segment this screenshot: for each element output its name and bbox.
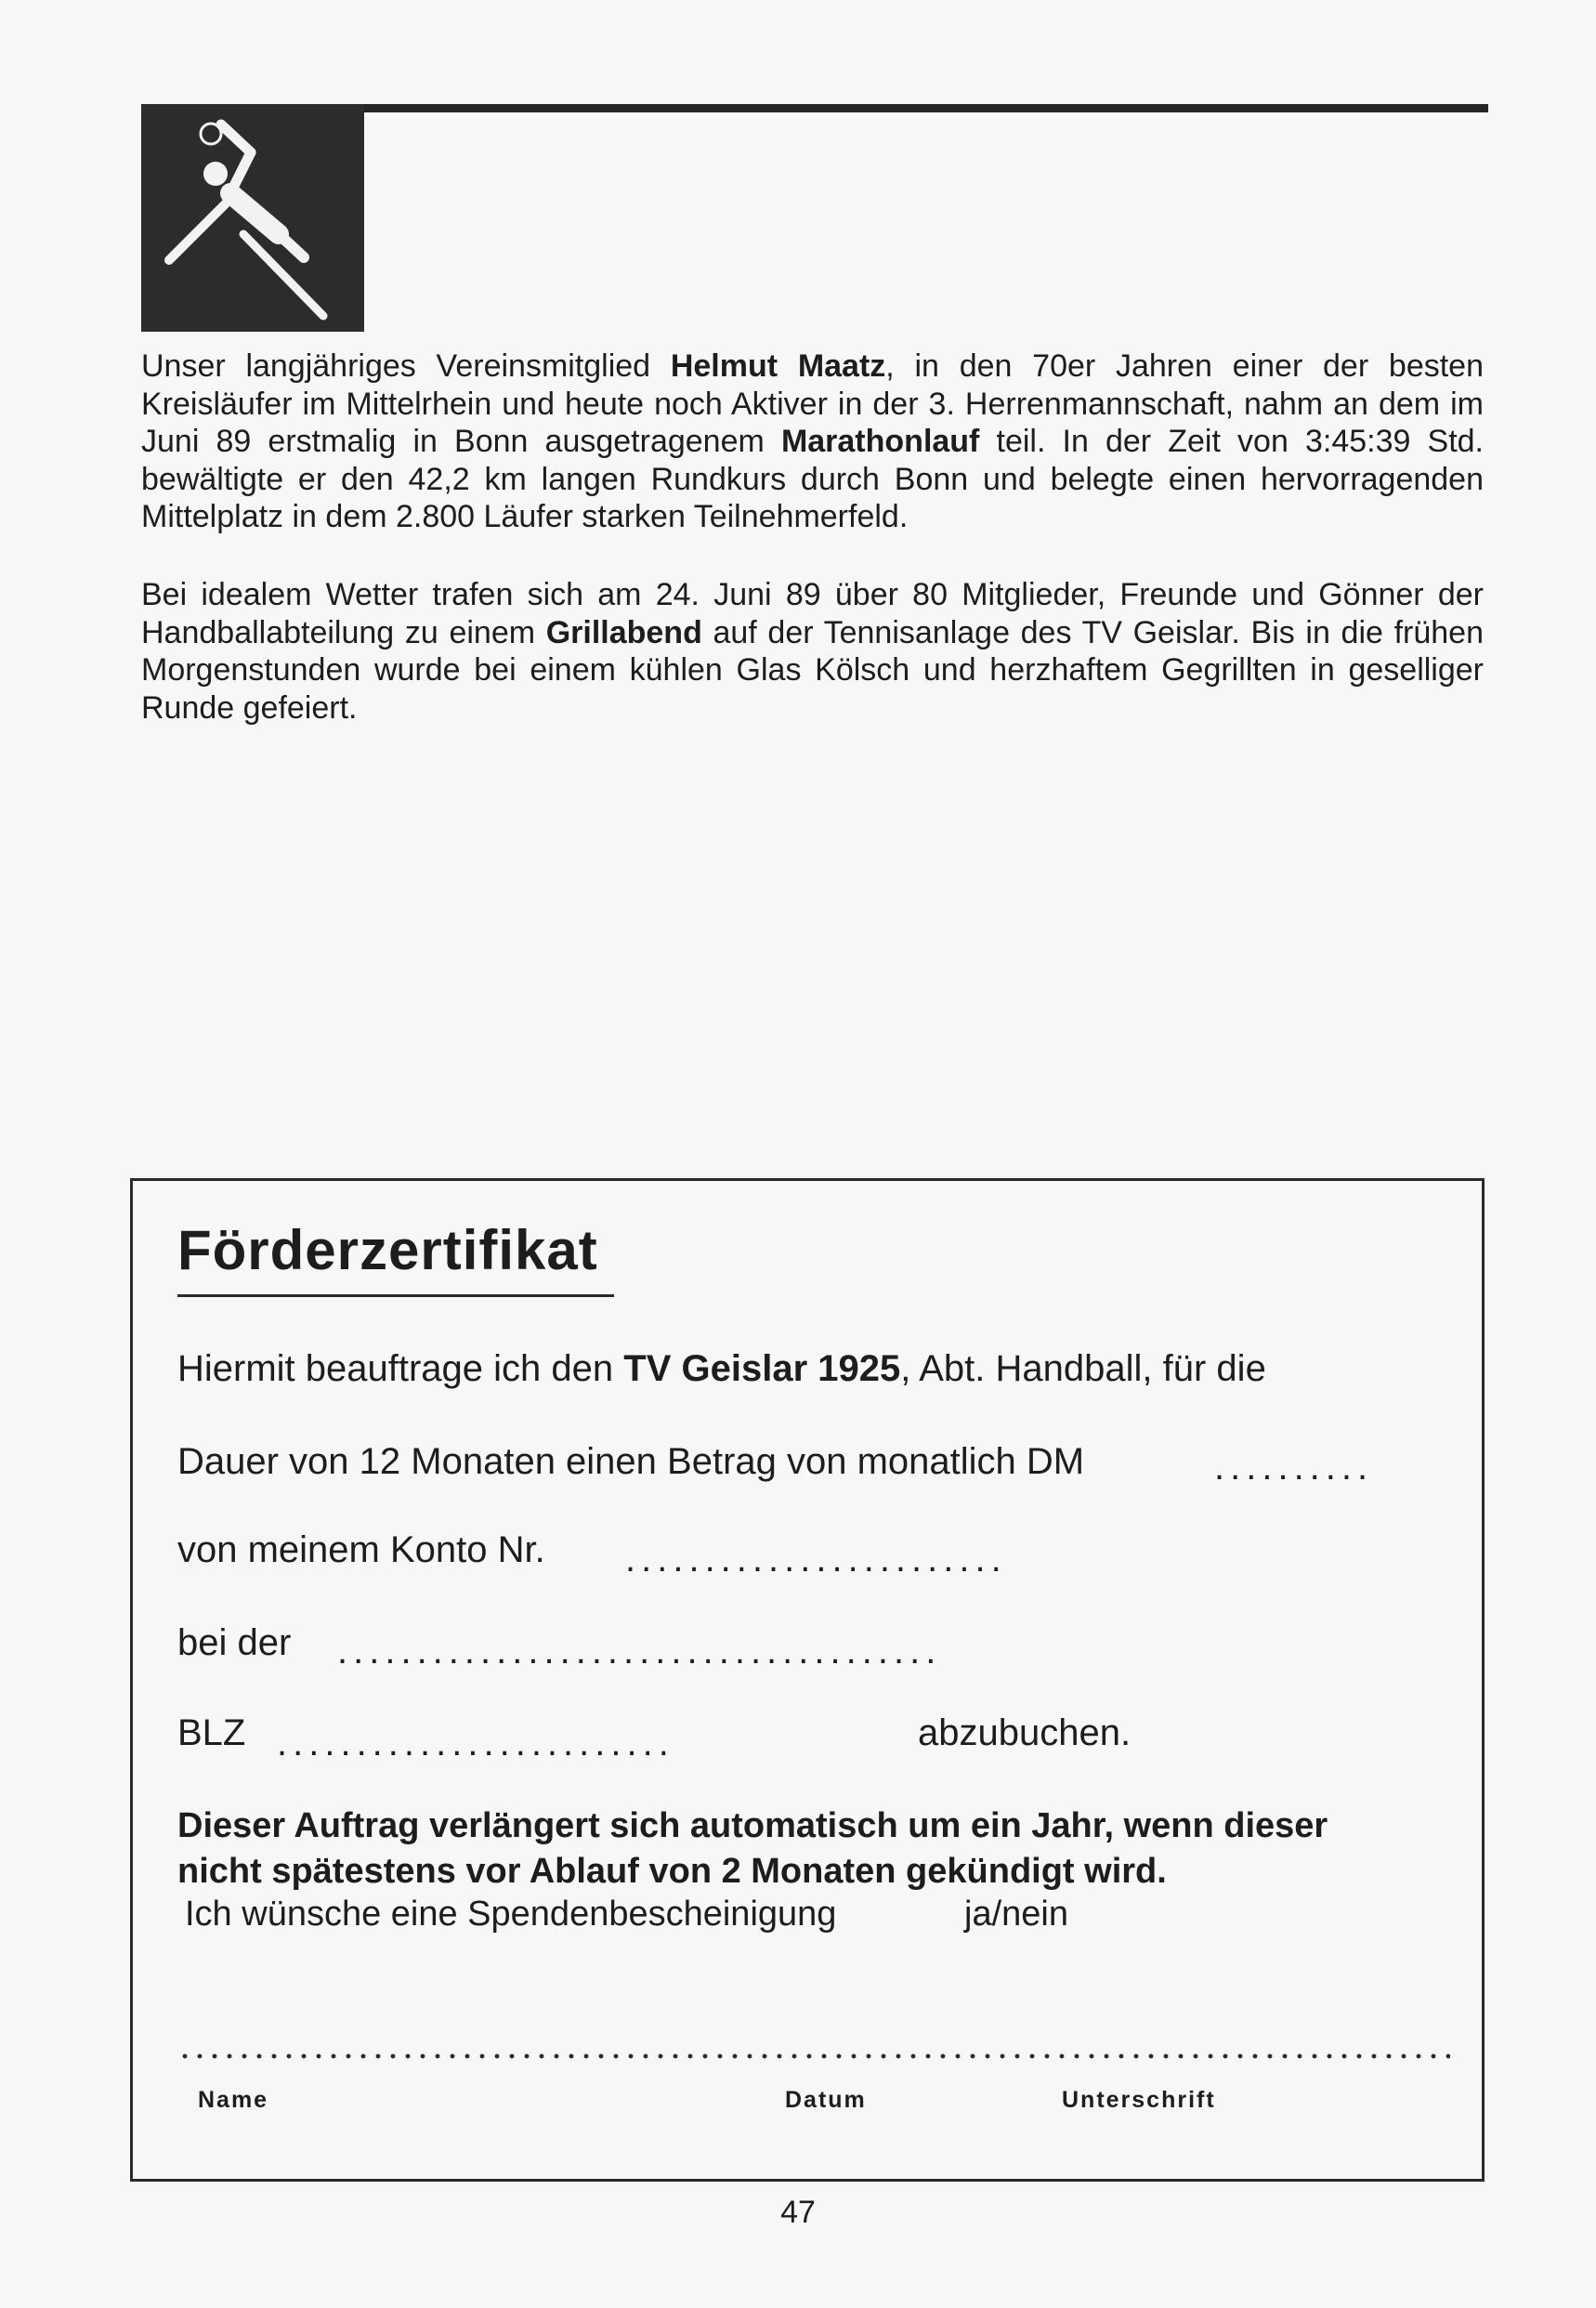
person-name: Helmut Maatz [670,348,886,384]
mandate-line [177,1348,1266,1390]
page-number: 47 [780,2195,816,2230]
handball-player-svg [141,104,364,332]
p2-text-b: auf der Tennisanlage des TV Geislar. Bis in die frühen Morgenstunden wurde bei einem kühlen Glas Kölsch und herzhaftem Gegrillten in geselliger Runde gefeiert. [141,614,1484,726]
donation-certificate-form [130,1178,1485,2182]
amount-field[interactable]: .......... [1214,1447,1374,1488]
p1-text-c: teil. In der Zeit von 3:45:39 Std. bewältigte er den 42,2 km langen Rundkurs durch Bonn und belegte einen hervorragenden Mittelplatz in dem 2.800 Läufer starken Teilnehmerfeld. [141,424,1484,534]
debit-label: abzubuchen. [918,1712,1132,1753]
name-label: Name [198,2087,269,2113]
article-grillabend [141,576,1484,727]
title-underline [177,1294,614,1297]
mandate-text-a: Hiermit beauftrage ich den [177,1348,624,1389]
account-label: von meinem Konto Nr. [177,1529,545,1570]
blz-field[interactable]: ......................... [277,1723,674,1764]
handball-pictogram-icon [141,104,364,332]
blz-label: BLZ [177,1712,246,1753]
p2-text-a: Bei idealem Wetter trafen sich am 24. Juni 89 über 80 Mitglieder, Freunde und Gönner der Handballabteilung zu einem [141,577,1484,650]
p1-text-b: , in den 70er Jahren einer der besten Kreisläufer im Mittelrhein und heute noch Aktiver in der 3. Herrenmannschaft, nahm an dem im Juni 89 erstmalig in Bonn ausgetragenem [141,348,1484,459]
signature-label: Unterschrift [1062,2087,1216,2113]
club-name: TV Geislar 1925 [623,1348,901,1389]
p1-text-a: Unser langjähriges Vereinsmitglied [141,348,671,384]
event-grillabend: Grillabend [545,614,702,650]
signature-line[interactable] [177,2052,1450,2061]
mandate-text-b: , Abt. Handball, für die [900,1348,1266,1389]
date-label: Datum [785,2087,867,2113]
account-number-field[interactable]: ........................ [625,1539,1007,1580]
article-maatz [141,348,1484,536]
auto-renewal-notice: Dieser Auftrag verlängert sich automatisch um ein Jahr, wenn dieser [177,1806,1328,1845]
receipt-request-label: Ich wünsche eine Spendenbescheinigung [185,1895,837,1934]
bank-name-field[interactable]: ...................................... [337,1631,942,1672]
bank-label: bei der [177,1622,292,1663]
receipt-choice[interactable]: ja/nein [964,1895,1068,1934]
certificate-title: Förderzertifikat [177,1219,598,1281]
event-marathon: Marathonlauf [780,424,980,459]
amount-label: Dauer von 12 Monaten einen Betrag von monatlich DM [177,1441,1085,1482]
cancellation-notice: nicht spätestens vor Ablauf von 2 Monaten gekündigt wird. [177,1852,1167,1891]
